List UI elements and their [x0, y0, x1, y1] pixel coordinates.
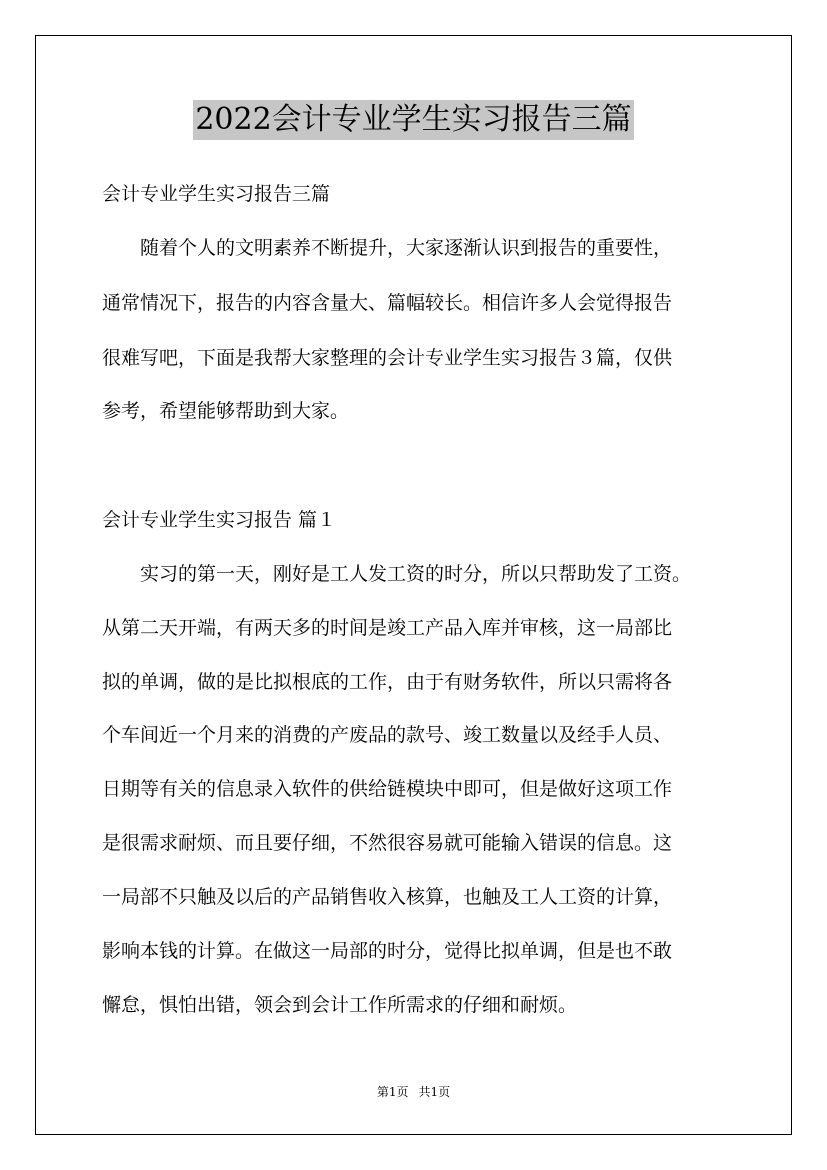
document-title: 2022会计专业学生实习报告三篇	[193, 100, 633, 140]
body-paragraph-line-2: 从第二天开端，有两天多的时间是竣工产品入库并审核，这一局部比	[102, 617, 673, 639]
intro-paragraph-line-3: 很难写吧，下面是我帮大家整理的会计专业学生实习报告３篇，仅供	[102, 347, 673, 369]
body-paragraph-line-9: 懈怠，惧怕出错，领会到会计工作所需求的仔细和耐烦。	[102, 994, 578, 1016]
title-container	[0, 100, 827, 140]
subtitle-line: 会计专业学生实习报告三篇	[102, 183, 331, 205]
body-paragraph-line-8: 影响本钱的计算。在做这一局部的时分，觉得比拟单调，但是也不敢	[102, 940, 673, 962]
body-paragraph-line-5: 日期等有关的信息录入软件的供给链模块中即可，但是做好这项工作	[102, 778, 673, 800]
intro-paragraph-line-4: 参考，希望能够帮助到大家。	[102, 400, 350, 422]
intro-paragraph-line-1: 随着个人的文明素养不断提升，大家逐渐认识到报告的重要性，	[140, 237, 673, 259]
page-total: 共1页	[418, 1085, 451, 1099]
body-paragraph-line-3: 拟的单调，做的是比拟根底的工作，由于有财务软件，所以只需将各	[102, 671, 673, 693]
body-paragraph-line-6: 是很需求耐烦、而且要仔细，不然很容易就可能输入错误的信息。这	[102, 832, 673, 854]
body-paragraph-line-1: 实习的第一天，刚好是工人发工资的时分，所以只帮助发了工资。	[140, 563, 692, 585]
page-number: 第1页	[376, 1085, 409, 1099]
body-paragraph-line-4: 个车间近一个月来的消费的产废品的款号、竣工数量以及经手人员、	[102, 724, 673, 746]
section-heading: 会计专业学生实习报告 篇１	[102, 509, 337, 531]
page-footer	[0, 1084, 827, 1100]
body-paragraph-line-7: 一局部不只触及以后的产品销售收入核算，也触及工人工资的计算，	[102, 886, 673, 908]
intro-paragraph-line-2: 通常情况下，报告的内容含量大、篇幅较长。相信许多人会觉得报告	[102, 292, 673, 314]
